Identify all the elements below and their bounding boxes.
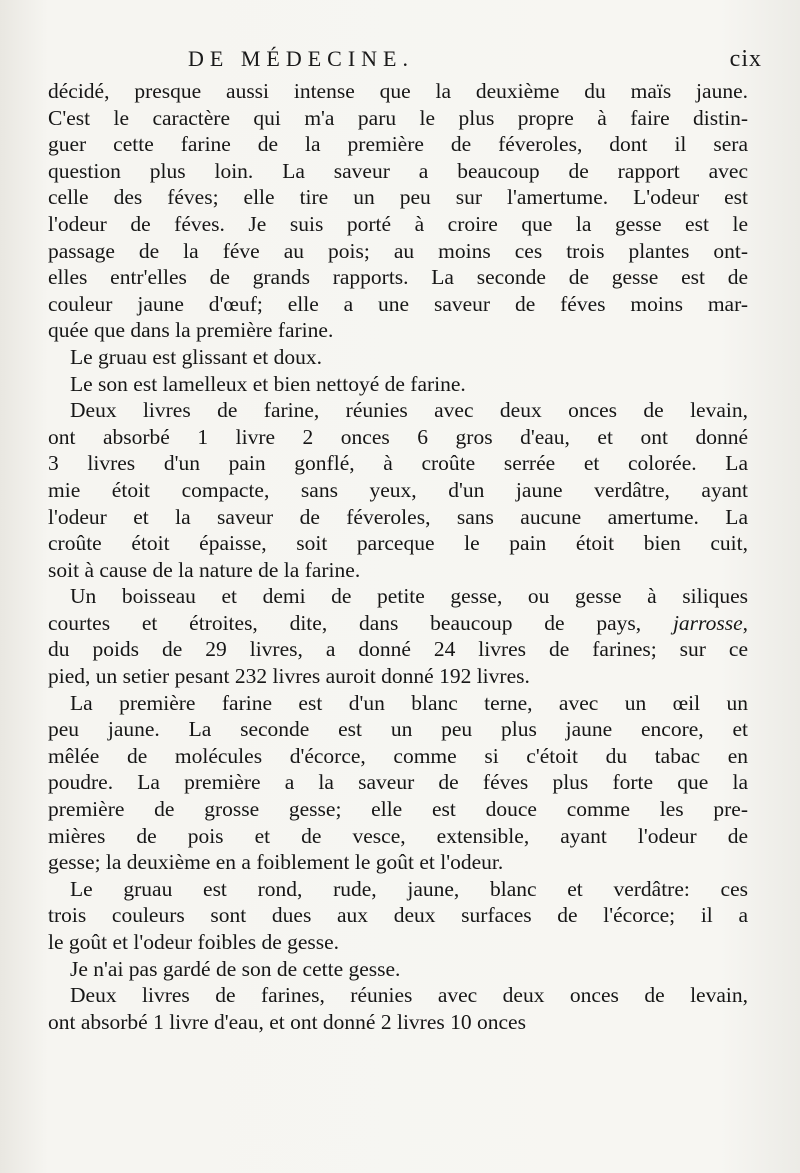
- text-line: 3 livres d'un pain gonflé, à croûte serrée et colorée. La: [48, 451, 748, 476]
- running-head: DE MÉDECINE.: [188, 46, 414, 71]
- text-line: Le son est lamelleux et bien nettoyé de farine.: [70, 371, 466, 396]
- text-line: courtes et étroites, dite, dans beaucoup de pays, jarrosse,: [48, 610, 748, 635]
- text-line: Le gruau est glissant et doux.: [70, 344, 322, 369]
- text-line: du poids de 29 livres, a donné 24 livres de farines; sur ce: [48, 637, 748, 662]
- text-line: peu jaune. La seconde est un peu plus jaune encore, et: [48, 717, 748, 742]
- text-line: Un boisseau et demi de petite gesse, ou gesse à siliques: [70, 584, 748, 609]
- text-line: elles entr'elles de grands rapports. La seconde de gesse est de: [48, 265, 748, 290]
- paragraph: [48, 583, 748, 689]
- text-line: question plus loin. La saveur a beaucoup de rapport avec: [48, 158, 748, 183]
- text-line: Deux livres de farine, réunies avec deux onces de levain,: [70, 398, 748, 423]
- text-line: pied, un setier pesant 232 livres auroit donné 192 livres.: [48, 664, 530, 689]
- paragraph: [48, 690, 748, 876]
- text-line: mie étoit compacte, sans yeux, d'un jaune verdâtre, ayant: [48, 477, 748, 502]
- text-line: mières de pois et de vesce, extensible, ayant l'odeur de: [48, 823, 748, 848]
- text-line: le goût et l'odeur foibles de gesse.: [48, 930, 340, 954]
- text-line: C'est le caractère qui m'a paru le plus propre à faire distin-: [48, 105, 748, 130]
- text-line: croûte étoit épaisse, soit parceque le pain étoit bien cuit,: [48, 531, 748, 556]
- text-line: Je n'ai pas gardé de son de cette gesse.: [70, 956, 401, 981]
- text-line: ont absorbé 1 livre d'eau, et ont donné 2 livres 10 onces: [48, 1009, 526, 1034]
- paragraph: [48, 982, 748, 1035]
- paragraph: [48, 397, 748, 583]
- text-line: guer cette farine de la première de féveroles, dont il sera: [48, 132, 748, 157]
- paragraph: [48, 78, 748, 344]
- text-line: quée que dans la première farine.: [48, 318, 334, 343]
- italic-term: jarrosse: [672, 610, 743, 635]
- text-line: passage de la féve au pois; au moins ces trois plantes ont-: [48, 238, 748, 263]
- text-line: première de grosse gesse; elle est douce comme les pre-: [48, 797, 748, 822]
- text-line: soit à cause de la nature de la farine.: [48, 557, 361, 582]
- paragraph: [48, 956, 748, 983]
- text-line: l'odeur de féves. Je suis porté à croire que la gesse est le: [48, 211, 748, 236]
- paragraph: [48, 876, 748, 956]
- text-line: décidé, presque aussi intense que la deuxième du maïs jaune.: [48, 79, 748, 103]
- page-number: cix: [729, 46, 762, 72]
- text-line: mêlée de molécules d'écorce, comme si c'étoit du tabac en: [48, 743, 748, 768]
- text-line: Le gruau est rond, rude, jaune, blanc et verdâtre: ces: [70, 876, 748, 901]
- page-header: [0, 46, 800, 80]
- paragraph: [48, 344, 748, 371]
- text-line: l'odeur et la saveur de féveroles, sans aucune amertume. La: [48, 504, 748, 529]
- text-line: celle des féves; elle tire un peu sur l'amertume. L'odeur est: [48, 185, 748, 210]
- text-line: poudre. La première a la saveur de féves plus forte que la: [48, 770, 748, 795]
- text-line: couleur jaune d'œuf; elle a une saveur de féves moins mar-: [48, 291, 748, 316]
- text-line: trois couleurs sont dues aux deux surfaces de l'écorce; il a: [48, 903, 748, 928]
- text-line: ont absorbé 1 livre 2 onces 6 gros d'eau, et ont donné: [48, 424, 748, 449]
- paragraph: [48, 371, 748, 398]
- body-text: [48, 78, 748, 1035]
- text-line: Deux livres de farines, réunies avec deux onces de levain,: [70, 983, 748, 1008]
- text-line: gesse; la deuxième en a foiblement le goût et l'odeur.: [48, 850, 504, 875]
- text-line: La première farine est d'un blanc terne, avec un œil un: [70, 690, 748, 715]
